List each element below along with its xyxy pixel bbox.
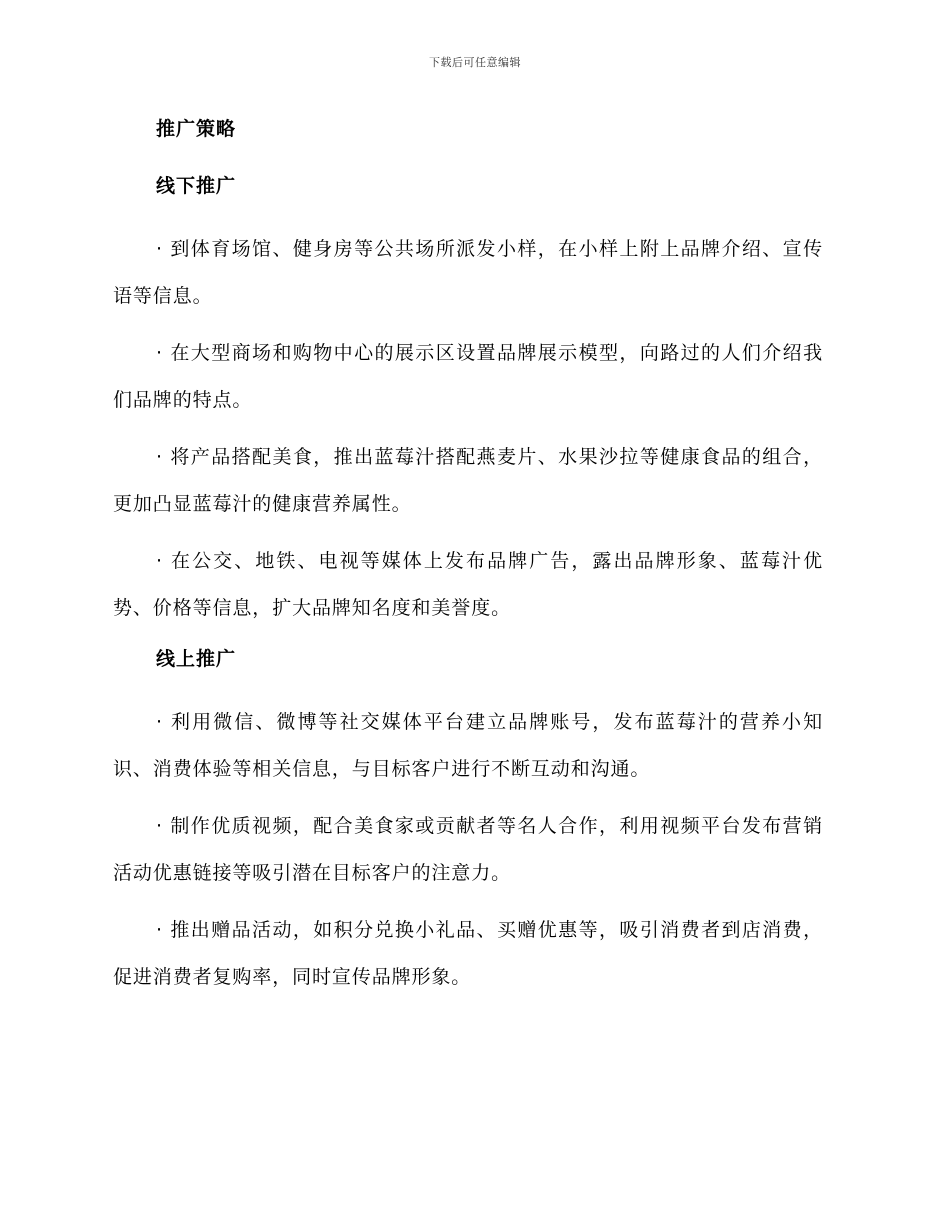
offline-item: · 将产品搭配美食，推出蓝莓汁搭配燕麦片、水果沙拉等健康食品的组合，更加凸显蓝莓汁的健康营养属性。 (113, 446, 823, 515)
online-item: · 推出赠品活动，如积分兑换小礼品、买赠优惠等，吸引消费者到店消费，促进消费者复购率，同时宣传品牌形象。 (113, 919, 823, 988)
online-item: · 利用微信、微博等社交媒体平台建立品牌账号，发布蓝莓汁的营养小知识、消费体验等相关信息，与目标客户进行不断互动和沟通。 (113, 711, 823, 780)
document-body (113, 112, 823, 1011)
offline-heading: 线下推广 (156, 175, 237, 197)
section-title: 推广策略 (156, 118, 237, 140)
offline-item: · 到体育场馆、健身房等公共场所派发小样，在小样上附上品牌介绍、宣传语等信息。 (113, 238, 823, 307)
online-item: · 制作优质视频，配合美食家或贡献者等名人合作，利用视频平台发布营销活动优惠链接等吸引潜在目标客户的注意力。 (113, 815, 823, 884)
offline-item: · 在大型商场和购物中心的展示区设置品牌展示模型，向路过的人们介绍我们品牌的特点。 (113, 342, 823, 411)
header-note: 下载后可任意编辑 (429, 56, 521, 69)
online-heading: 线上推广 (156, 648, 237, 670)
offline-item: · 在公交、地铁、电视等媒体上发布品牌广告，露出品牌形象、蓝莓汁优势、价格等信息，扩大品牌知名度和美誉度。 (113, 550, 823, 619)
